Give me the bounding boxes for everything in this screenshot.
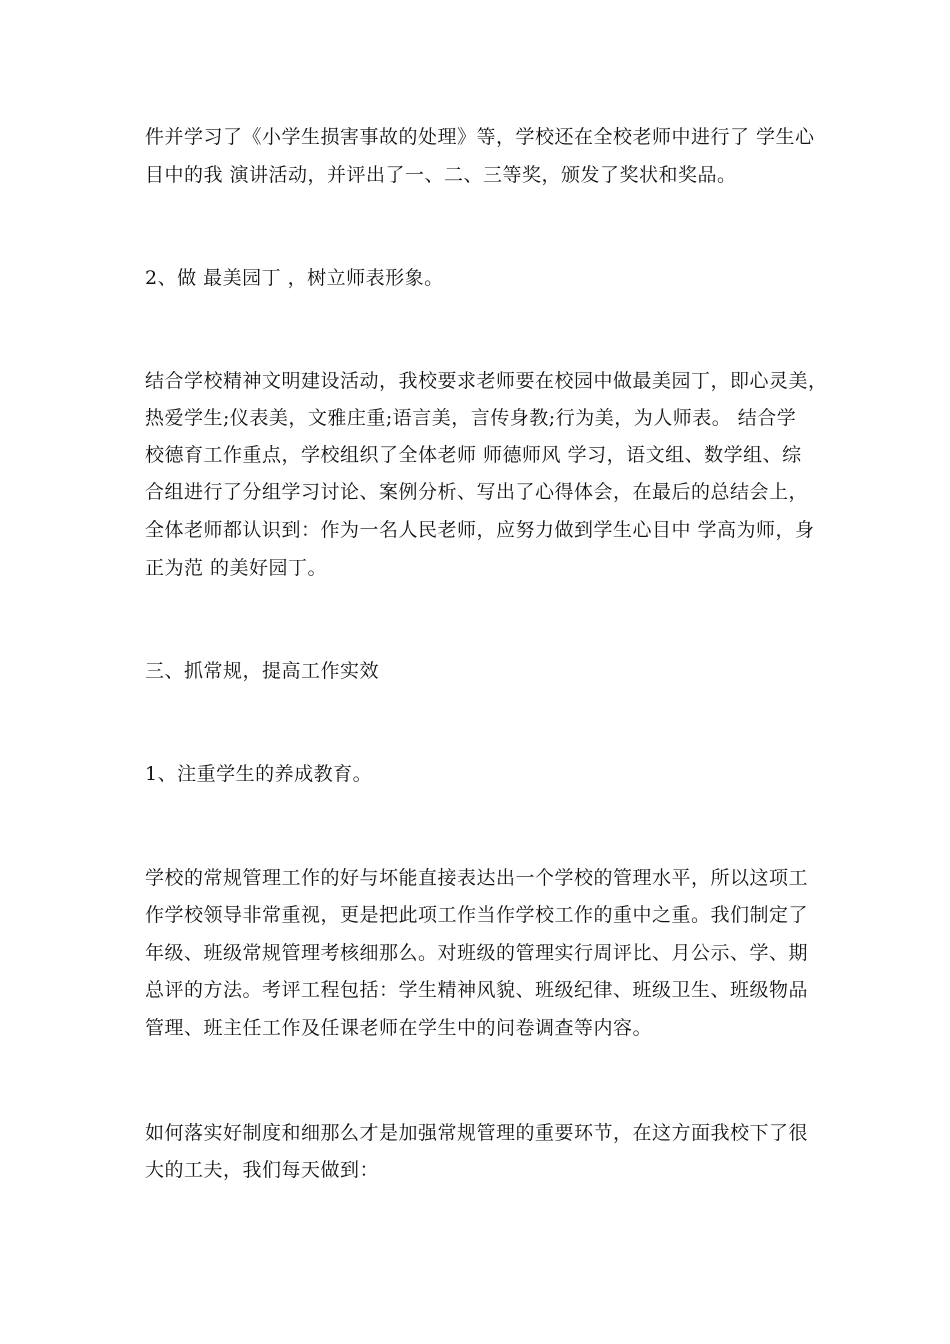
text-line: 合组进行了分组学习讨论、案例分析、写出了心得体会，在最后的总结会上， (145, 481, 809, 503)
text-line: 校德育工作重点，学校组织了全体老师 师德师风 学习，语文组、数学组、综 (145, 444, 802, 466)
text-line: 热爱学生;仪表美，文雅庄重;语言美，言传身教;行为美，为人师表。 结合学 (145, 407, 797, 429)
text-line: 学校的常规管理工作的好与坏能直接表达出一个学校的管理水平，所以这项工 (145, 867, 809, 889)
text-line: 总评的方法。考评工程包括：学生精神风貌、班级纪律、班级卫生、班级物品 (145, 979, 809, 1001)
text-line: 全体老师都认识到：作为一名人民老师，应努力做到学生心目中 学高为师，身 (145, 519, 815, 541)
text-line: 大的工夫，我们每天做到： (145, 1159, 380, 1181)
text-line: 件并学习了《小学生损害事故的处理》等，学校还在全校老师中进行了 学生心 (145, 126, 815, 148)
text-line: 目中的我 演讲活动，并评出了一、二、三等奖，颁发了奖状和奖品。 (145, 164, 737, 186)
text-line: 正为范 的美好园丁。 (145, 557, 328, 579)
text-line: 管理、班主任工作及任课老师在学生中的问卷调查等内容。 (145, 1017, 653, 1039)
section-heading: 三、抓常规，提高工作实效 (145, 660, 380, 682)
text-line: 如何落实好制度和细那么才是加强常规管理的重要环节，在这方面我校下了很 (145, 1122, 809, 1144)
section-heading: 2、做 最美园丁 ，树立师表形象。 (145, 267, 444, 289)
section-heading: 1、注重学生的养成教育。 (145, 763, 373, 785)
text-line: 年级、班级常规管理考核细那么。对班级的管理实行周评比、月公示、学、期 (145, 942, 809, 964)
text-line: 结合学校精神文明建设活动，我校要求老师要在校园中做最美园丁，即心灵美， (145, 370, 828, 392)
text-line: 作学校领导非常重视，更是把此项工作当作学校工作的重中之重。我们制定了 (145, 904, 809, 926)
